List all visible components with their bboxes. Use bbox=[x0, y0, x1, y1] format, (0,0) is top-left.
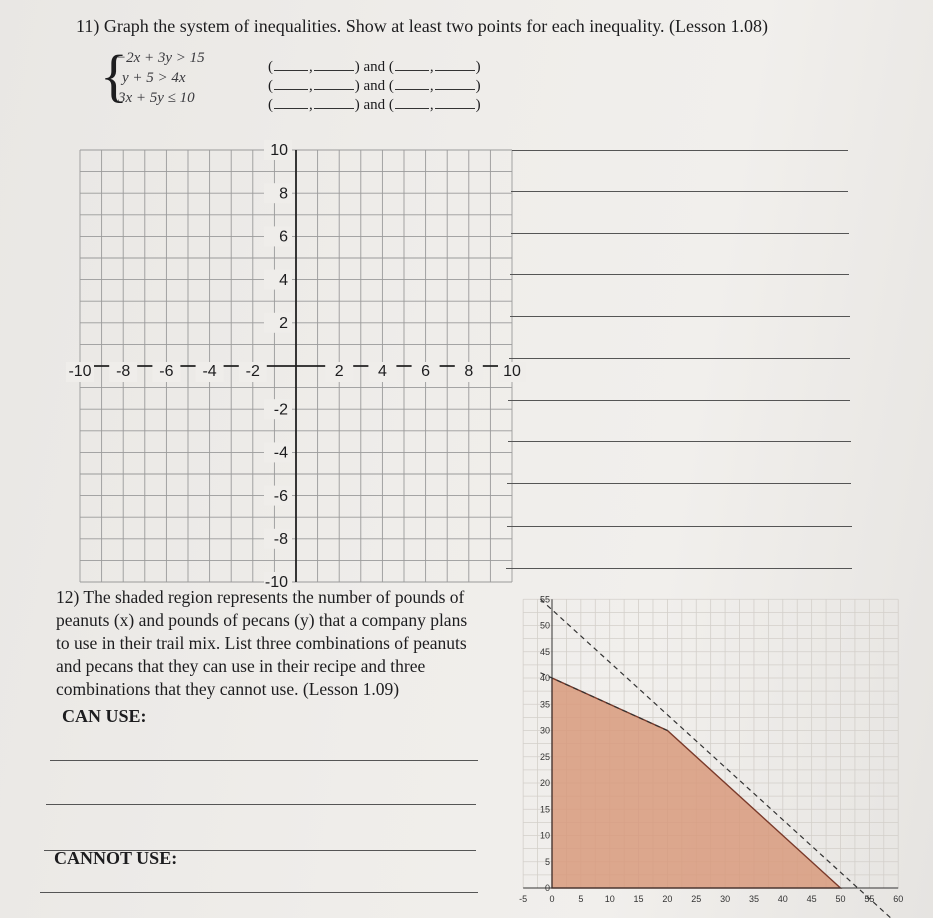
answer-line[interactable] bbox=[510, 274, 849, 275]
point-pair-row-2: ( , ) and ( , ) bbox=[268, 78, 481, 94]
y-tick-label: 10 bbox=[270, 142, 288, 160]
blank-field[interactable] bbox=[314, 70, 354, 71]
chart-y-tick: 55 bbox=[539, 594, 550, 605]
prompt-line: peanuts (x) and pounds of pecans (y) that a company plans bbox=[56, 610, 468, 630]
answer-line[interactable] bbox=[507, 483, 851, 484]
y-tick-label: -2 bbox=[273, 401, 288, 419]
y-tick-label: 6 bbox=[279, 228, 288, 246]
question-12-prompt bbox=[56, 586, 516, 701]
chart-x-tick: 25 bbox=[691, 894, 702, 904]
blank-field[interactable] bbox=[435, 70, 475, 71]
x-tick-label: 4 bbox=[377, 363, 387, 381]
answer-line[interactable] bbox=[508, 400, 850, 401]
chart-x-tick: 45 bbox=[806, 894, 817, 904]
inequality-2: y + 5 > 4x bbox=[122, 70, 186, 86]
chart-y-tick: 50 bbox=[539, 620, 550, 631]
chart-y-tick: 15 bbox=[539, 804, 550, 815]
chart-y-tick: 20 bbox=[539, 778, 550, 788]
x-tick-label: 6 bbox=[421, 363, 431, 381]
chart-y-tick: 40 bbox=[539, 673, 550, 683]
chart-x-tick: 5 bbox=[578, 894, 584, 904]
x-tick-label: 8 bbox=[464, 363, 474, 381]
y-tick-label: -6 bbox=[273, 487, 288, 505]
question-11-title: 11) Graph the system of inequalities. Show at least two points for each inequality. (Lesson 1.08) bbox=[76, 16, 769, 36]
answer-line[interactable] bbox=[512, 150, 848, 151]
x-tick-label: -4 bbox=[202, 363, 217, 381]
y-tick-label: 8 bbox=[279, 185, 288, 203]
chart-x-tick: 0 bbox=[549, 894, 555, 904]
prompt-line: to use in their trail mix. List three combinations of peanuts bbox=[56, 633, 467, 653]
x-tick-label: -8 bbox=[116, 363, 131, 381]
chart-y-tick: 45 bbox=[539, 646, 550, 657]
cannot-use-label: CANNOT USE: bbox=[54, 848, 178, 868]
blank-field[interactable] bbox=[395, 89, 429, 90]
answer-line[interactable] bbox=[511, 233, 849, 234]
answer-line[interactable] bbox=[510, 316, 850, 317]
blank-field[interactable] bbox=[274, 70, 308, 71]
system-brace: { bbox=[100, 43, 128, 108]
answer-line[interactable] bbox=[508, 441, 851, 442]
chart-y-tick: 35 bbox=[539, 699, 550, 710]
blank-field[interactable] bbox=[274, 108, 308, 109]
y-tick-label: -8 bbox=[273, 531, 288, 549]
y-tick-label: 2 bbox=[279, 315, 288, 333]
answer-line[interactable] bbox=[509, 358, 850, 359]
blank-field[interactable] bbox=[395, 108, 429, 109]
coordinate-grid[interactable] bbox=[60, 138, 521, 592]
chart-x-tick: 15 bbox=[633, 894, 644, 904]
trail-mix-chart bbox=[505, 580, 933, 918]
inequality-1: −2x + 3y > 15 bbox=[116, 50, 205, 66]
point-pair-row-3: ( , ) and ( , ) bbox=[268, 97, 481, 113]
answer-line[interactable] bbox=[506, 568, 852, 569]
inequality-system bbox=[100, 43, 205, 108]
chart-y-tick: 10 bbox=[539, 830, 550, 841]
chart-y-tick: 30 bbox=[539, 725, 550, 736]
chart-x-tick: 30 bbox=[720, 894, 731, 904]
prompt-line: and pecans that they can use in their recipe and three bbox=[56, 656, 426, 676]
y-tick-label: -4 bbox=[273, 444, 288, 462]
chart-x-tick: 10 bbox=[604, 894, 615, 904]
x-tick-label: -2 bbox=[245, 363, 260, 381]
chart-y-tick: 5 bbox=[544, 856, 550, 867]
prompt-line: combinations that they cannot use. (Lesson 1.09) bbox=[56, 679, 400, 699]
can-use-line[interactable] bbox=[50, 760, 478, 761]
inequality-3: 3x + 5y ≤ 10 bbox=[118, 90, 195, 106]
chart-y-tick: 0 bbox=[544, 883, 550, 893]
chart-x-tick: 35 bbox=[748, 894, 759, 904]
blank-field[interactable] bbox=[435, 89, 475, 90]
blank-field[interactable] bbox=[395, 70, 429, 71]
answer-line[interactable] bbox=[511, 191, 848, 192]
x-tick-label: -6 bbox=[159, 363, 174, 381]
chart-x-tick: 60 bbox=[893, 894, 904, 904]
x-tick-label: 2 bbox=[334, 363, 344, 381]
chart-x-tick: 50 bbox=[835, 894, 846, 904]
chart-x-tick: 55 bbox=[864, 894, 875, 904]
y-tick-label: -10 bbox=[264, 574, 288, 592]
blank-field[interactable] bbox=[314, 108, 354, 109]
answer-line[interactable] bbox=[507, 526, 852, 527]
x-tick-label: 10 bbox=[503, 363, 521, 381]
blank-field[interactable] bbox=[274, 89, 308, 90]
can-use-label: CAN USE: bbox=[62, 706, 147, 726]
blank-field[interactable] bbox=[435, 108, 475, 109]
cannot-use-line[interactable] bbox=[40, 892, 478, 893]
point-pair-row-1: ( , ) and ( , ) bbox=[268, 59, 481, 75]
chart-x-tick: -5 bbox=[519, 894, 528, 904]
x-tick-label: -10 bbox=[68, 363, 92, 381]
y-tick-label: 4 bbox=[279, 271, 288, 289]
prompt-line: 12) The shaded region represents the number of pounds of bbox=[56, 587, 465, 607]
chart-x-tick: 40 bbox=[777, 894, 788, 904]
chart-x-tick: 20 bbox=[662, 894, 673, 904]
point-pairs bbox=[268, 58, 481, 115]
can-use-line[interactable] bbox=[46, 804, 476, 805]
chart-y-tick: 25 bbox=[539, 751, 550, 762]
blank-field[interactable] bbox=[314, 89, 354, 90]
